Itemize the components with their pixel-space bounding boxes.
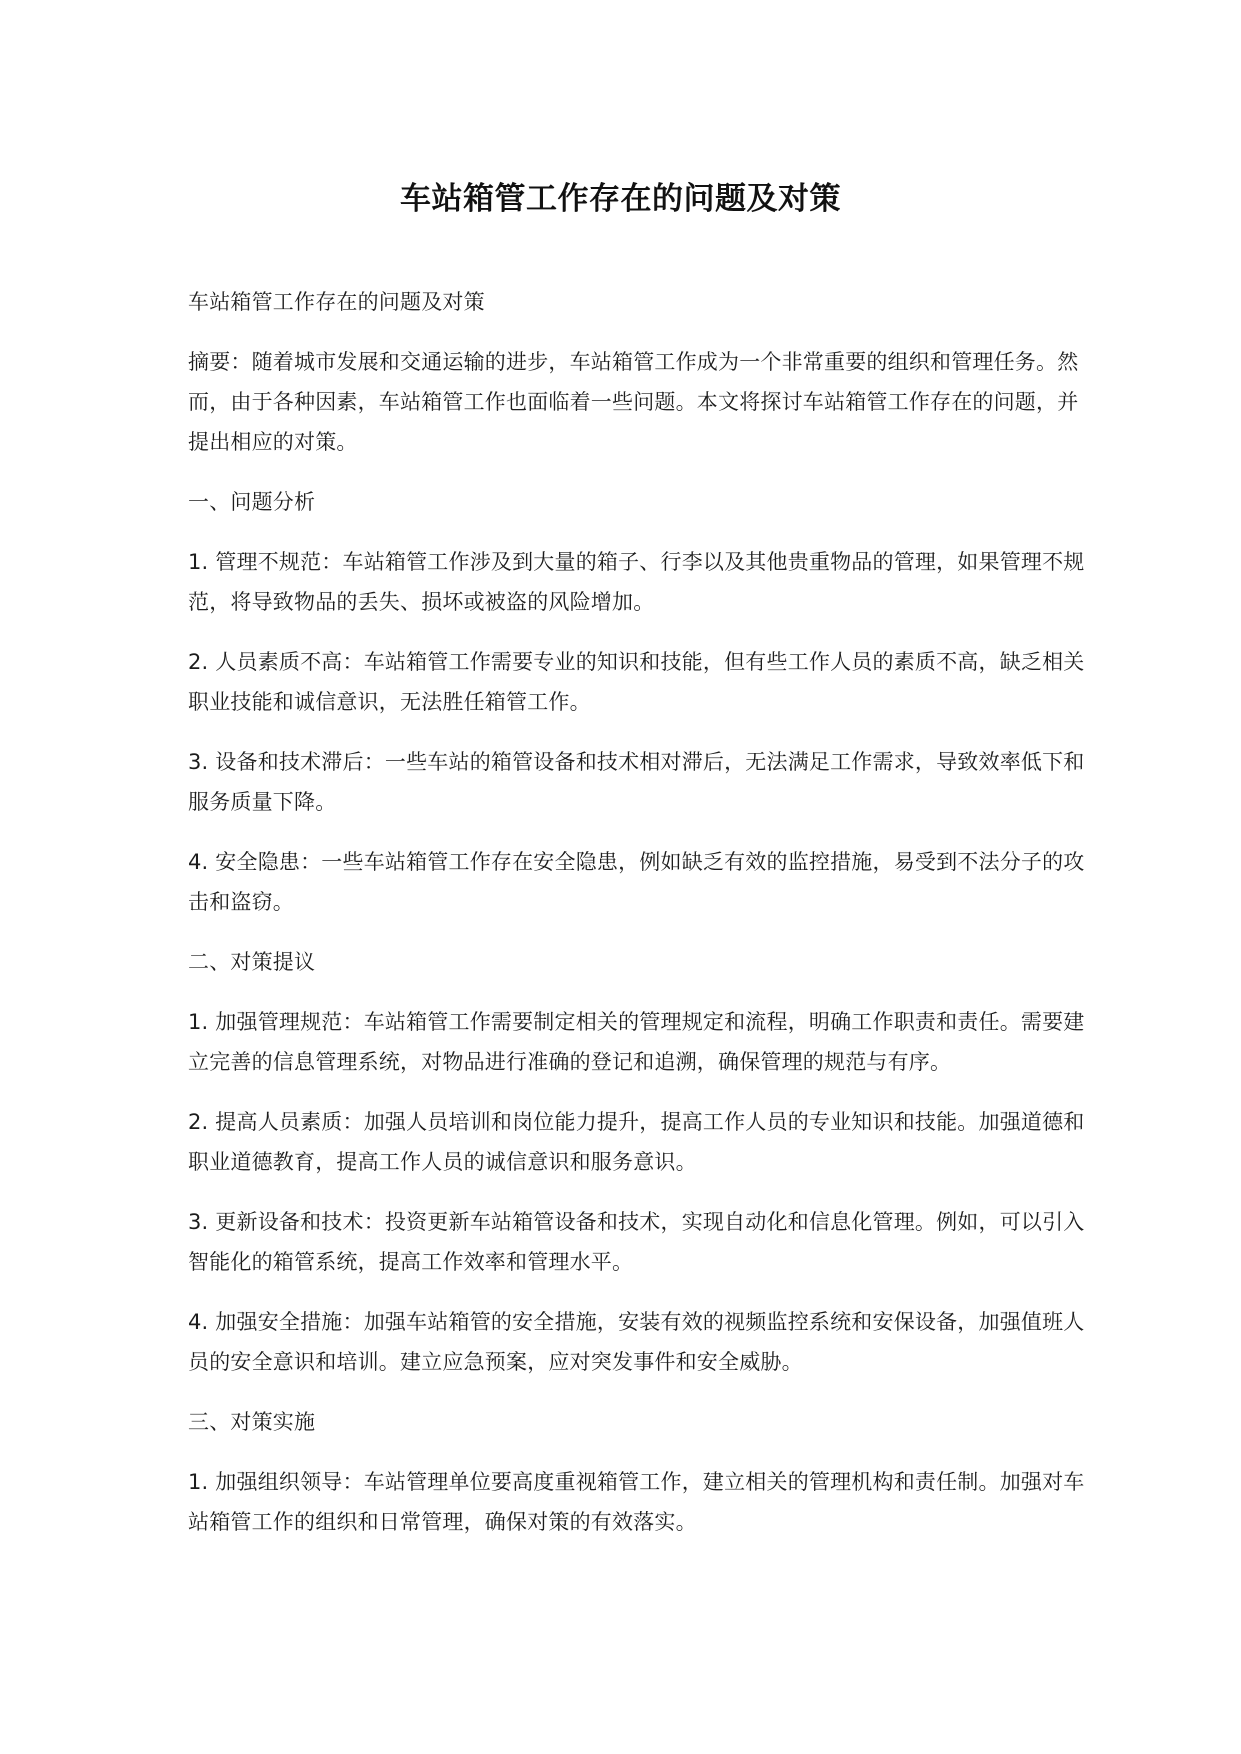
countermeasure-item-2: 2. 提高人员素质：加强人员培训和岗位能力提升，提高工作人员的专业知识和技能。加强道德和职业道德教育，提高工作人员的诚信意识和服务意识。 [188,1110,1085,1174]
countermeasure-item-3: 3. 更新设备和技术：投资更新车站箱管设备和技术，实现自动化和信息化管理。例如，可以引入智能化的箱管系统，提高工作效率和管理水平。 [188,1210,1085,1274]
countermeasure-item-1: 1. 加强管理规范：车站箱管工作需要制定相关的管理规定和流程，明确工作职责和责任。需要建立完善的信息管理系统，对物品进行准确的登记和追溯，确保管理的规范与有序。 [188,1010,1085,1074]
problem-item-2: 2. 人员素质不高：车站箱管工作需要专业的知识和技能，但有些工作人员的素质不高，缺乏相关职业技能和诚信意识，无法胜任箱管工作。 [188,650,1085,714]
problem-item-3: 3. 设备和技术滞后：一些车站的箱管设备和技术相对滞后，无法满足工作需求，导致效率低下和服务质量下降。 [188,750,1085,814]
section-heading-problem-analysis: 一、问题分析 [188,490,316,514]
problem-item-4: 4. 安全隐患：一些车站箱管工作存在安全隐患，例如缺乏有效的监控措施，易受到不法分子的攻击和盗窃。 [188,850,1085,914]
document-title: 车站箱管工作存在的问题及对策 [400,181,841,217]
document-body [188,282,1088,1562]
section-heading-countermeasures: 二、对策提议 [188,950,316,974]
problem-item-1: 1. 管理不规范：车站箱管工作涉及到大量的箱子、行李以及其他贵重物品的管理，如果管理不规范，将导致物品的丢失、损坏或被盗的风险增加。 [188,550,1085,614]
countermeasure-item-4: 4. 加强安全措施：加强车站箱管的安全措施，安装有效的视频监控系统和安保设备，加强值班人员的安全意识和培训。建立应急预案，应对突发事件和安全威胁。 [188,1310,1085,1374]
abstract-paragraph: 摘要：随着城市发展和交通运输的进步，车站箱管工作成为一个非常重要的组织和管理任务。然而，由于各种因素，车站箱管工作也面临着一些问题。本文将探讨车站箱管工作存在的问题，并提出相应的对策。 [188,350,1079,454]
implementation-item-1: 1. 加强组织领导：车站管理单位要高度重视箱管工作，建立相关的管理机构和责任制。加强对车站箱管工作的组织和日常管理，确保对策的有效落实。 [188,1470,1085,1534]
subtitle-paragraph: 车站箱管工作存在的问题及对策 [188,290,485,314]
section-heading-implementation: 三、对策实施 [188,1410,316,1434]
